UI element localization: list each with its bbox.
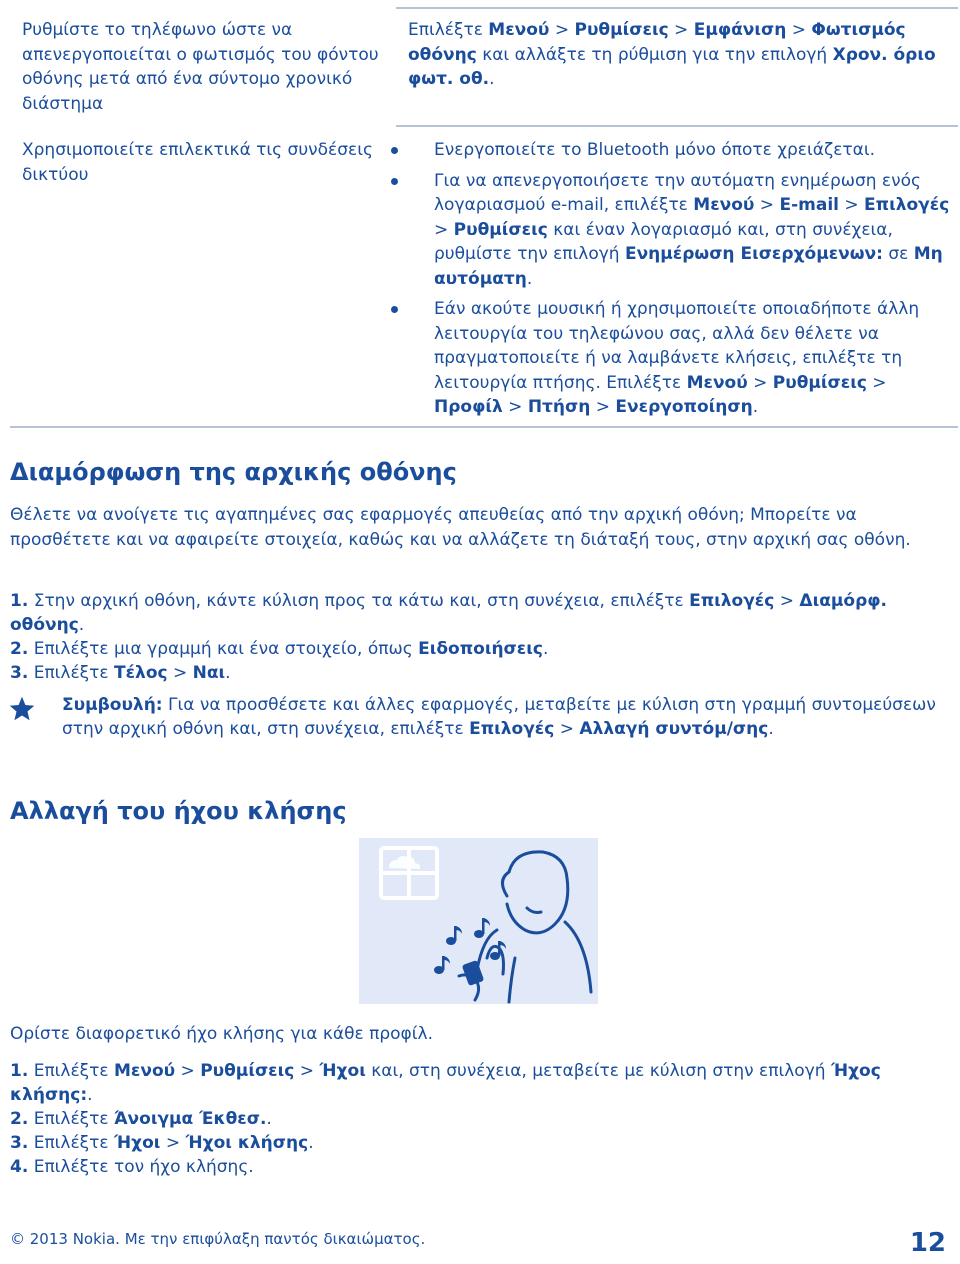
step-number: 1. bbox=[10, 1061, 29, 1081]
menu-path: Επιλογές bbox=[689, 591, 775, 611]
row-divider bbox=[396, 125, 958, 127]
text: > bbox=[590, 397, 616, 417]
menu-path: Ρυθμίσεις bbox=[574, 20, 669, 40]
menu-path: Ενεργοποίηση bbox=[615, 397, 753, 417]
step-number: 2. bbox=[10, 1109, 29, 1129]
illustration-drawing bbox=[359, 838, 598, 1004]
section-intro: Θέλετε να ανοίγετε τις αγαπημένες σας εφαρμογές απευθείας από την αρχική οθόνη; Μπορείτε να προσθέτετε και να αφαιρείτε στοιχεία, καθώς και να αλλάζετε τη διάταξή τους, στην αρχική σας οθόνη. bbox=[10, 505, 911, 550]
tip-note bbox=[62, 693, 942, 741]
tip-label: Συμβουλή: bbox=[62, 695, 163, 715]
text: . bbox=[489, 69, 495, 89]
option-value: Μη αυτόματη bbox=[434, 244, 943, 289]
steps-list bbox=[10, 589, 955, 685]
text: Επιλέξτε μια γραμμή και ένα στοιχείο, όπως bbox=[28, 639, 419, 659]
tip-row1-heading: Ρυθμίστε το τηλέφωνο ώστε να απενεργοποιείται ο φωτισμός του φόντου οθόνης μετά από ένα σύντομο χρονικό διάστημα bbox=[22, 20, 379, 114]
step-number: 1. bbox=[10, 591, 29, 611]
page-number: 12 bbox=[909, 1228, 946, 1258]
menu-path: Αλλαγή συντόμ/σης bbox=[579, 719, 769, 739]
menu-path: Πτήση bbox=[527, 397, 591, 417]
menu-path: Μενού bbox=[114, 1061, 176, 1081]
text: Για να προσθέσετε και άλλες εφαρμογές, μεταβείτε με κύλιση στη γραμμή συντομεύσεων στην αρχική οθόνη και, στη συνέχεια, επιλέξτε bbox=[62, 695, 936, 739]
text: > bbox=[866, 372, 887, 393]
text: > bbox=[754, 195, 780, 215]
text: Επιλέξτε bbox=[28, 1061, 114, 1081]
window-icon bbox=[381, 848, 437, 898]
step-item bbox=[10, 1131, 955, 1155]
step-number: 3. bbox=[10, 663, 29, 683]
menu-path: Ρυθμίσεις bbox=[453, 219, 548, 240]
text: Για να απενεργοποιήσετε την αυτόματη ενημέρωση ενός λογαριασμού e-mail, επιλέξτε bbox=[434, 170, 921, 215]
menu-path: Ήχοι κλήσης bbox=[185, 1133, 309, 1153]
step-item bbox=[10, 1059, 955, 1107]
text: . bbox=[225, 663, 231, 683]
option-name: Ενημέρωση Εισερχόμενων: bbox=[624, 244, 883, 264]
section-intro: Ορίστε διαφορετικό ήχο κλήσης για κάθε προφίλ. bbox=[10, 1024, 433, 1044]
menu-path: Ρυθμίσεις bbox=[772, 372, 867, 393]
text: > bbox=[502, 397, 528, 417]
text: Επιλέξτε τον ήχο κλήσης. bbox=[28, 1157, 254, 1177]
tip-row2-bullets bbox=[402, 138, 957, 420]
text: > bbox=[668, 20, 694, 40]
step-item bbox=[10, 1155, 955, 1179]
text: > bbox=[747, 372, 773, 393]
text: Επιλέξτε bbox=[28, 663, 114, 683]
text: . bbox=[768, 719, 774, 739]
text: και αλλάξτε τη ρύθμιση για την επιλογή bbox=[476, 44, 833, 65]
tip-row1-instruction bbox=[408, 18, 953, 92]
text: . bbox=[308, 1133, 314, 1153]
step-item bbox=[10, 1107, 955, 1131]
text: . bbox=[87, 1085, 93, 1105]
menu-path: Μενού bbox=[693, 195, 755, 215]
step-number: 3. bbox=[10, 1133, 29, 1153]
text: . bbox=[266, 1109, 272, 1129]
bullet-item bbox=[402, 169, 957, 292]
text: > bbox=[554, 719, 580, 739]
text: Στην αρχική οθόνη, κάντε κύλιση προς τα κάτω και, στη συνέχεια, επιλέξτε bbox=[28, 591, 690, 611]
menu-path: Τέλος bbox=[114, 663, 168, 683]
text: και έναν λογαριασμό και, στη συνέχεια, ρυθμίστε την επιλογή bbox=[434, 219, 893, 264]
text: Επιλέξτε bbox=[408, 20, 489, 40]
menu-path: Ήχοι bbox=[319, 1061, 366, 1081]
phone-icon bbox=[459, 960, 484, 1000]
tip-row2-heading: Χρησιμοποιείτε επιλεκτικά τις συνδέσεις δικτύου bbox=[22, 140, 373, 185]
option-name: Ήχος κλήσης: bbox=[10, 1061, 881, 1105]
top-rule bbox=[396, 7, 958, 9]
text: Ενεργοποιείτε το Bluetooth μόνο όποτε χρειάζεται. bbox=[434, 140, 875, 160]
text: > bbox=[434, 219, 454, 240]
text: > bbox=[160, 1133, 186, 1153]
text: Επιλέξτε bbox=[28, 1109, 114, 1129]
text: . bbox=[542, 639, 549, 659]
step-number: 4. bbox=[10, 1157, 29, 1177]
step-item bbox=[10, 589, 955, 637]
text: > bbox=[549, 20, 575, 40]
copyright: © 2013 Nokia. Με την επιφύλαξη παντός δικαιώματος. bbox=[10, 1230, 426, 1248]
menu-path: Μενού bbox=[686, 372, 748, 393]
text: > bbox=[838, 195, 865, 215]
menu-path: Ρυθμίσεις bbox=[200, 1061, 295, 1081]
star-icon bbox=[8, 695, 36, 723]
text: > bbox=[294, 1061, 320, 1081]
menu-path: Διαμόρφ. οθόνης bbox=[10, 591, 887, 635]
option-name: Άνοιγμα Έκθεσ. bbox=[114, 1109, 267, 1129]
bullet-item bbox=[402, 138, 957, 163]
row-divider bbox=[10, 426, 958, 428]
menu-path: Επιλογές bbox=[864, 195, 950, 215]
bullet-item bbox=[402, 297, 957, 420]
menu-path: Επιλογές bbox=[469, 719, 555, 739]
step-item bbox=[10, 661, 955, 685]
text: > bbox=[774, 591, 800, 611]
text: σε bbox=[882, 244, 914, 264]
menu-path: E-mail bbox=[779, 195, 839, 215]
section-title: Αλλαγή του ήχου κλήσης bbox=[10, 797, 347, 825]
person-with-phone-illustration bbox=[359, 838, 598, 1004]
text: . bbox=[78, 615, 85, 635]
menu-path: Φωτισμός οθόνης bbox=[408, 20, 906, 65]
text: και, στη συνέχεια, μεταβείτε με κύλιση στην επιλογή bbox=[365, 1061, 831, 1081]
text: > bbox=[167, 663, 193, 683]
option-name: Χρον. όριο φωτ. οθ. bbox=[408, 44, 936, 89]
text: Εάν ακούτε μουσική ή χρησιμοποιείτε οποιαδήποτε άλλη λειτουργία του τηλεφώνου σας, αλλά δεν θέλετε να πραγματοποιείτε ή να λαμβάνετε κλήσεις, επιλέξτε τη λειτουργία πτήσης. Επιλέξτε bbox=[434, 299, 920, 393]
menu-path: Μενού bbox=[488, 20, 550, 40]
step-item bbox=[10, 637, 955, 661]
text: > bbox=[786, 20, 812, 40]
menu-path: Προφίλ bbox=[434, 397, 503, 417]
text: > bbox=[175, 1061, 201, 1081]
menu-path: Εμφάνιση bbox=[693, 20, 787, 40]
menu-path: Ναι bbox=[192, 663, 226, 683]
section-title: Διαμόρφωση της αρχικής οθόνης bbox=[10, 458, 457, 486]
text: . bbox=[752, 397, 759, 417]
steps-list bbox=[10, 1059, 955, 1179]
step-number: 2. bbox=[10, 639, 29, 659]
option-name: Ειδοποιήσεις bbox=[418, 639, 543, 659]
menu-path: Ήχοι bbox=[114, 1133, 161, 1153]
text: . bbox=[526, 268, 533, 289]
text: Επιλέξτε bbox=[28, 1133, 114, 1153]
